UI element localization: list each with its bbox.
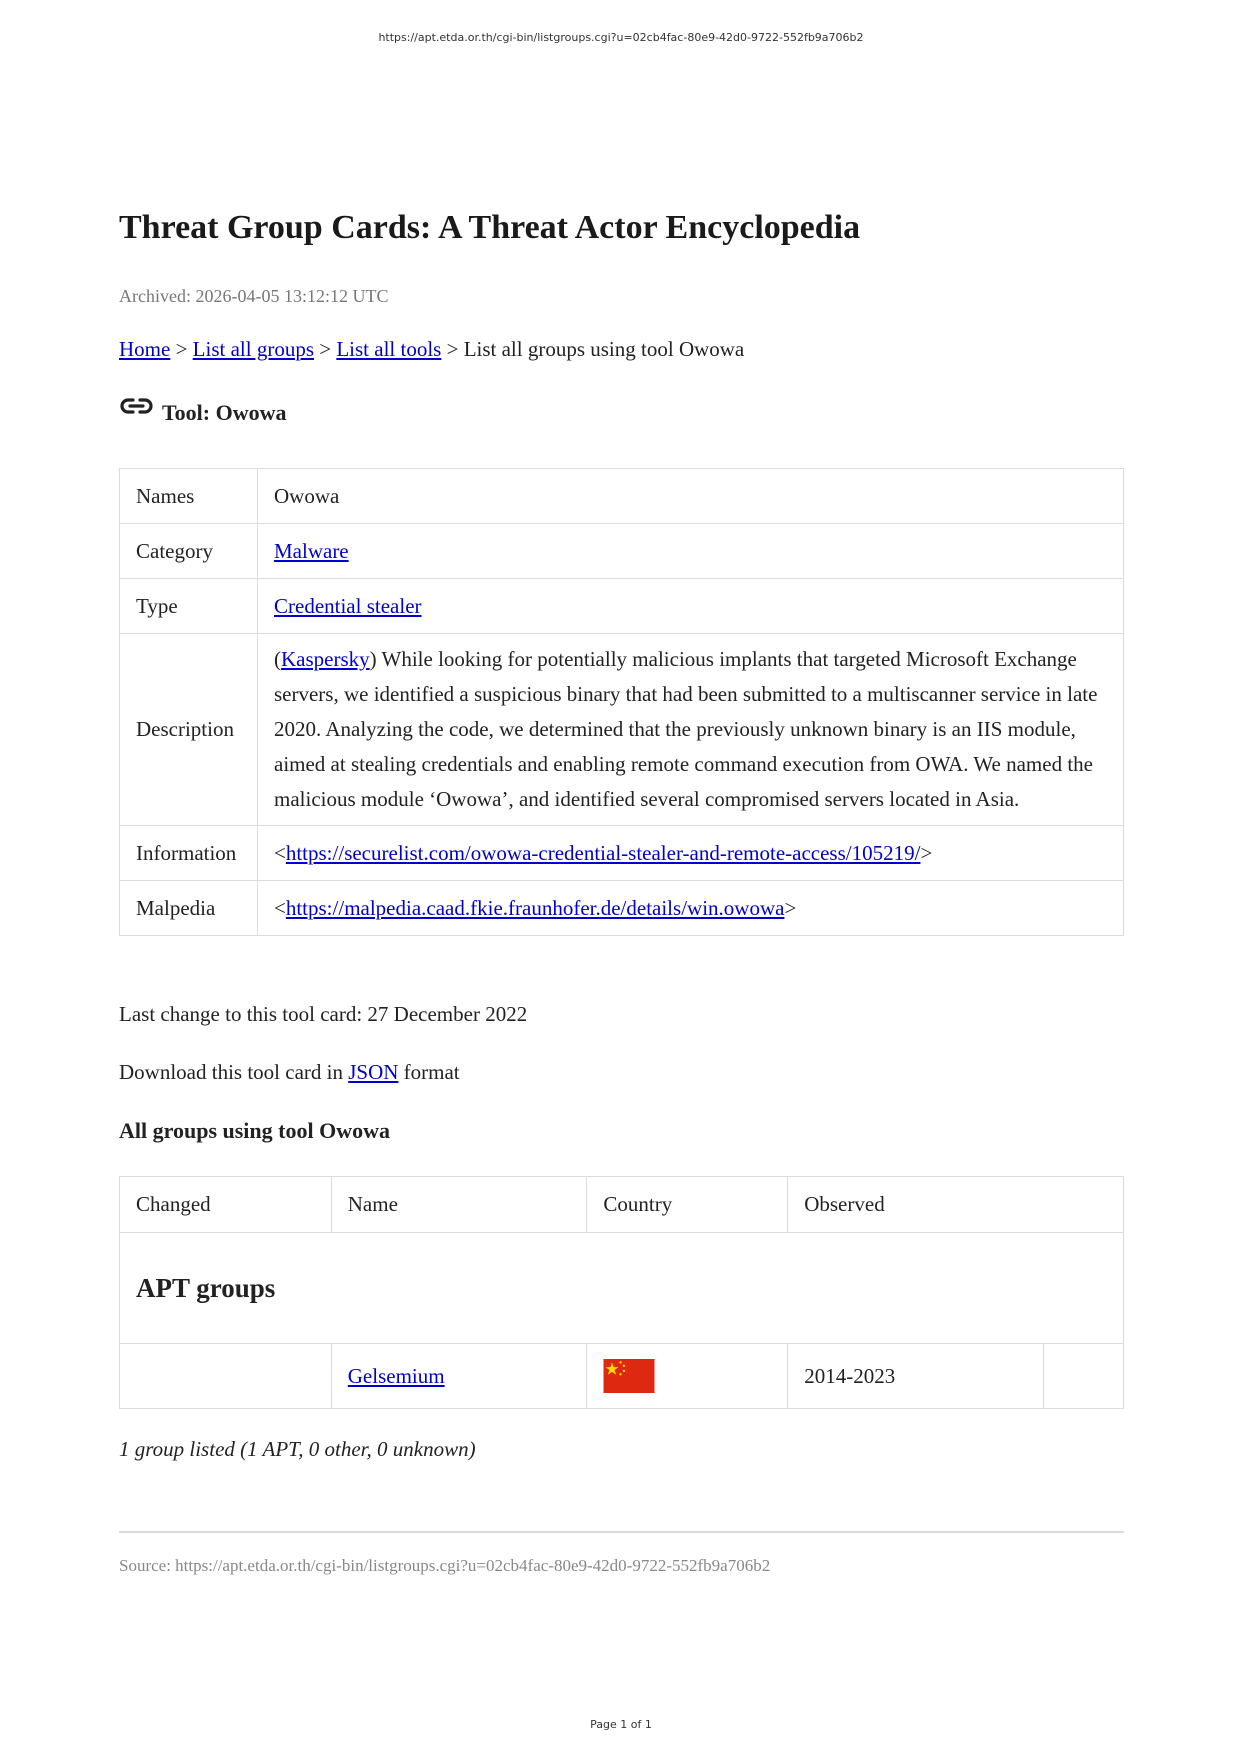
malpedia-cell xyxy=(258,881,1124,936)
breadcrumb-current: List all groups using tool Owowa xyxy=(463,337,745,361)
names-label: Names xyxy=(120,469,258,524)
malpedia-label: Malpedia xyxy=(120,881,258,936)
description-label: Description xyxy=(120,634,258,826)
table-row xyxy=(120,634,1124,826)
description-paren: ( xyxy=(274,647,281,671)
angle-close: > xyxy=(920,840,933,865)
type-label: Type xyxy=(120,579,258,634)
page-title: Threat Group Cards: A Threat Actor Encyclopedia xyxy=(119,209,861,246)
table-row xyxy=(120,881,1124,936)
china-flag-icon xyxy=(603,1359,655,1393)
breadcrumb-list-groups-link[interactable]: List all groups xyxy=(192,337,314,361)
breadcrumb-separator: > xyxy=(319,337,332,361)
download-suffix: format xyxy=(403,1060,460,1084)
last-change-text: Last change to this tool card: 27 December 2022 xyxy=(119,1002,528,1026)
malpedia-url-link[interactable]: https://malpedia.caad.fkie.fraunhofer.de/details/win.owowa xyxy=(285,895,785,920)
angle-open: < xyxy=(274,840,286,865)
category-malware-link[interactable]: Malware xyxy=(274,538,349,563)
information-url-link[interactable]: https://securelist.com/owowa-credential-stealer-and-remote-access/105219/ xyxy=(285,840,921,865)
groups-table xyxy=(119,1176,1124,1409)
group-country-cell xyxy=(587,1344,788,1409)
group-changed-cell xyxy=(120,1344,332,1409)
angle-open: < xyxy=(274,895,286,920)
source-url: Source: https://apt.etda.or.th/cgi-bin/listgroups.cgi?u=02cb4fac-80e9-42d0-9722-552fb9a706b2 xyxy=(119,1556,771,1575)
print-url-header: https://apt.etda.or.th/cgi-bin/listgroups.cgi?u=02cb4fac-80e9-42d0-9722-552fb9a706b2 xyxy=(378,31,864,44)
information-cell xyxy=(258,826,1124,881)
kaspersky-source-link[interactable]: Kaspersky xyxy=(281,647,370,671)
tool-heading-text: Tool: Owowa xyxy=(162,400,287,425)
table-row xyxy=(120,579,1124,634)
groups-table-header xyxy=(120,1177,1124,1233)
type-credential-stealer-link[interactable]: Credential stealer xyxy=(274,593,422,618)
group-empty-cell xyxy=(1043,1344,1123,1409)
section-apt-groups: APT groups xyxy=(120,1233,1124,1344)
section-row xyxy=(120,1233,1124,1344)
breadcrumb xyxy=(119,337,744,362)
table-row xyxy=(120,469,1124,524)
table-row xyxy=(120,1344,1124,1409)
groups-summary: 1 group listed (1 APT, 0 other, 0 unknown) xyxy=(119,1437,476,1461)
tool-heading xyxy=(119,400,286,426)
tool-info-table xyxy=(119,468,1124,936)
column-header-country[interactable]: Country xyxy=(587,1177,788,1233)
column-header-name[interactable]: Name xyxy=(331,1177,587,1233)
type-cell xyxy=(258,579,1124,634)
breadcrumb-separator: > xyxy=(446,337,459,361)
column-header-changed[interactable]: Changed xyxy=(120,1177,332,1233)
column-header-observed[interactable]: Observed xyxy=(788,1177,1124,1233)
names-value: Owowa xyxy=(258,469,1124,524)
divider xyxy=(119,1531,1124,1533)
download-prefix: Download this tool card in xyxy=(119,1060,343,1084)
description-cell xyxy=(258,634,1124,826)
page-number: Page 1 of 1 xyxy=(590,1718,652,1731)
archived-timestamp: Archived: 2026-04-05 13:12:12 UTC xyxy=(119,286,389,306)
link-icon xyxy=(119,393,154,419)
angle-close: > xyxy=(784,895,797,920)
category-cell xyxy=(258,524,1124,579)
breadcrumb-separator: > xyxy=(175,337,188,361)
json-download-link[interactable]: JSON xyxy=(348,1060,399,1084)
information-label: Information xyxy=(120,826,258,881)
download-line xyxy=(119,1060,460,1085)
breadcrumb-list-tools-link[interactable]: List all tools xyxy=(336,337,442,361)
group-gelsemium-link[interactable]: Gelsemium xyxy=(347,1363,445,1388)
breadcrumb-home-link[interactable]: Home xyxy=(119,337,171,361)
description-text: ) While looking for potentially malicious implants that targeted Microsoft Exchange servers, we identified a suspicious binary that had been submitted to a multiscanner service in late 2020. Analyzing the code, we determined that the previously unknown binary is an IIS module, aimed at stealing credentials and enabling remote command execution from OWA. We named the malicious module ‘Owowa’, and identified several compromised servers located in Asia. xyxy=(274,647,1098,811)
group-name-cell xyxy=(331,1344,587,1409)
category-label: Category xyxy=(120,524,258,579)
table-row xyxy=(120,826,1124,881)
table-row xyxy=(120,524,1124,579)
groups-heading: All groups using tool Owowa xyxy=(119,1118,390,1143)
group-observed-cell: 2014-2023 xyxy=(788,1344,1044,1409)
